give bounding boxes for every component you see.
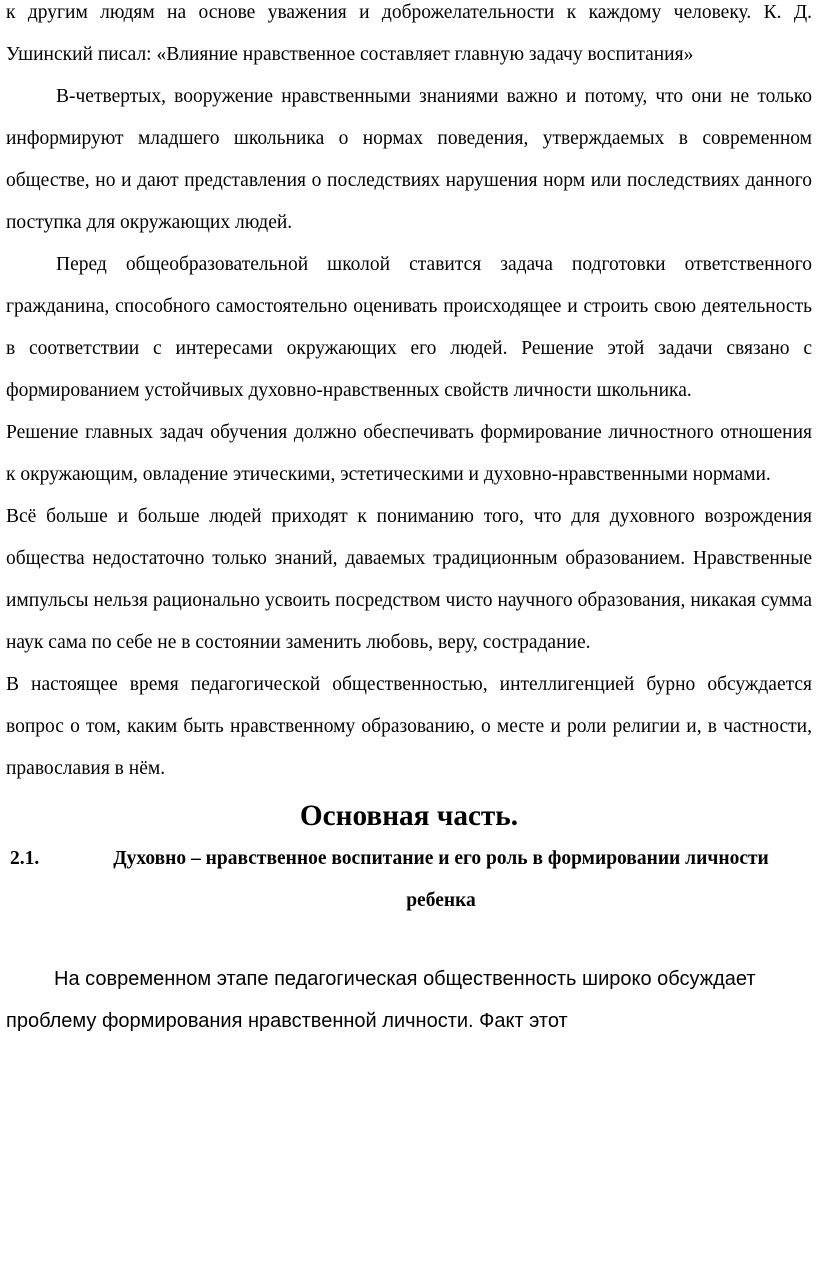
- paragraph-modern-stage: На современном этапе педагогическая общественность широко обсуждает проблему формирования нравственной личности. Факт этот: [6, 968, 756, 1032]
- section-title: Духовно – нравственное воспитание и его роль в формировании личности ребенка: [113, 848, 769, 911]
- main-part-heading: Основная часть.: [299, 800, 519, 832]
- section-heading: [6, 838, 812, 922]
- paragraph-spiritual-revival: Всё больше и больше людей приходят к пониманию того, что для духовного возрождения общества недостаточно только знаний, даваемых традиционным образованием. Нравственные импульсы нельзя рационально усвоить посредством чисто научного образования, никакая сумма наук сама по себе не в состоянии заменить любовь, веру, сострадание.: [6, 506, 812, 653]
- section-number: 2.1.: [10, 848, 40, 869]
- paragraph-fourthly: В-четвертых, вооружение нравственными знаниями важно и потому, что они не только информируют младшего школьника о нормах поведения, утверждаемых в современном обществе, но и дают представления о последствиях нарушения норм или последствиях данного поступка для окружающих людей.: [6, 86, 812, 233]
- paragraph-ushinsky-quote: к другим людям на основе уважения и доброжелательности к каждому человеку. К. Д. Ушинский писал: «Влияние нравственное составляет главную задачу воспитания»: [6, 2, 812, 65]
- paragraph-school-task: Перед общеобразовательной школой ставится задача подготовки ответственного гражданина, способного самостоятельно оценивать происходящее и строить свою деятельность в соответствии с интересами окружающих его людей. Решение этой задачи связано с формированием устойчивых духовно-нравственных свойств личности школьника.: [6, 254, 812, 401]
- paragraph-learning-tasks: Решение главных задач обучения должно обеспечивать формирование личностного отношения к окружающим, овладение этическими, эстетическими и духовно-нравственными нормами.: [6, 422, 812, 485]
- paragraph-current-debate: В настоящее время педагогической общественностью, интеллигенцией бурно обсуждается вопрос о том, каким быть нравственному образованию, о месте и роли религии и, в частности, православия в нём.: [6, 674, 812, 779]
